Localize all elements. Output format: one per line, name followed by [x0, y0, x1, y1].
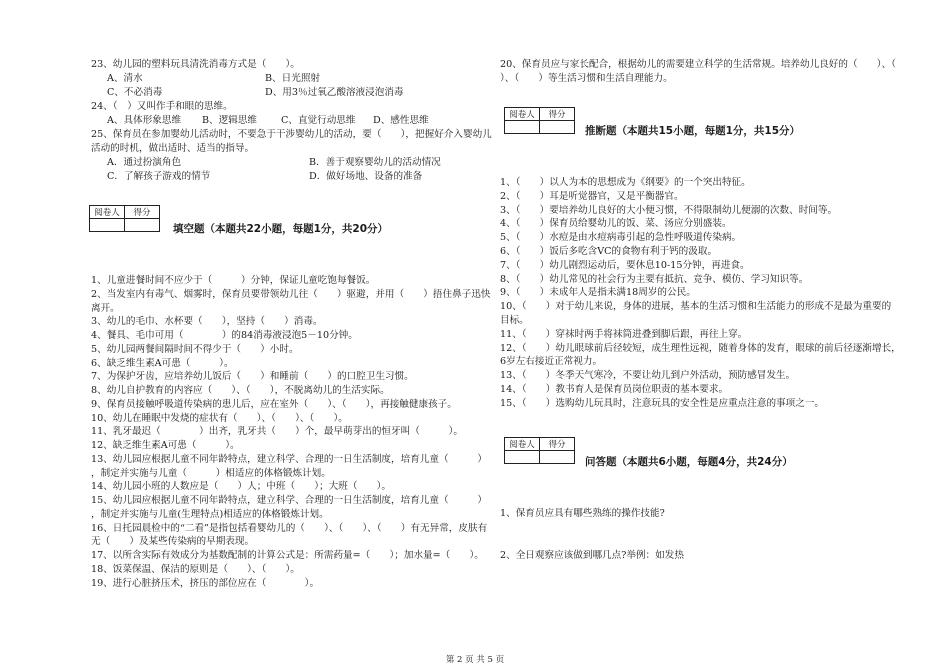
- score-cell-points[interactable]: [540, 451, 575, 464]
- q23-option-a: A、清水: [107, 73, 143, 84]
- list-item: 6、缺乏维生素A可患（ ）。: [91, 357, 234, 369]
- list-item: 8、幼儿自护教育的内容应（ ）、（ ），不脱离幼儿的生活实际。: [91, 385, 390, 396]
- list-item: 12、（ ）幼儿眼球前后径较短，成生理性远视，随着身体的发育，眼球的前后径逐渐增长，: [500, 342, 901, 354]
- list-item: 3、幼儿的毛巾、水杯要（ ），坚持（ ）消毒。: [91, 316, 323, 328]
- list-item: 17、以所含实际有效成分为基数配制的计算公式是：所需药量=（ ）；加水量=（ ）。: [91, 550, 484, 561]
- list-item: 6、（ ）饭后多吃含VC的食物有利于钙的汲取。: [500, 246, 718, 257]
- question-24: 24、（ ）又叫作手和眼的思维。: [91, 101, 233, 112]
- q25-option-c: C．了解孩子游戏的情节: [107, 171, 211, 182]
- list-item: 4、餐具、毛巾可用（ ）的84消毒液浸泡5－10分钟。: [91, 330, 358, 341]
- list-item: 离开。: [91, 302, 120, 314]
- q23-option-b: B、日光照射: [265, 73, 321, 84]
- score-label-points: 得分: [125, 206, 160, 219]
- section-title-judge: 推断题（本题共15小题，每题1分，共15分）: [585, 125, 801, 137]
- score-cell-grader[interactable]: [505, 451, 540, 464]
- list-item: 5、幼儿园两餐间隔时间不得少于（ ）小时。: [91, 343, 299, 355]
- question-20-line-2: ）、（ ）等生活习惯和生活自理能力。: [500, 73, 673, 84]
- list-item: 5、（ ）水痘是由水痘病毒引起的急性呼吸道传染病。: [500, 232, 742, 244]
- qa-question-1: 1、保育员应具有哪些熟练的操作技能?: [500, 508, 665, 519]
- question-20-line-1: 20、保育员应与家长配合，根据幼儿的需要建立科学的生活常规。培养幼儿良好的（ ）、（: [500, 59, 896, 70]
- list-item: 15、幼儿园应根据儿童不同年龄特点，建立科学、合理的一日生活制度，培育儿童（ ）: [91, 495, 487, 506]
- score-cell-grader[interactable]: [505, 121, 540, 134]
- section-title-qa: 问答题（本题共6小题，每题4分，共24分）: [585, 456, 793, 468]
- score-cell-points[interactable]: [125, 219, 160, 232]
- section-title-fill: 填空题（本题共22小题，每题1分，共20分）: [173, 223, 389, 235]
- q24-option-d: D、感性思维: [373, 115, 429, 126]
- list-item: 13、幼儿园应根据儿童不同年龄特点，建立科学、合理的一日生活制度，培育儿童（ ）: [91, 453, 487, 465]
- list-item: 16、日托园晨检中的“二看”是指包括看婴幼儿的（ ）、（ ）、（ ）有无异常，皮肤有: [91, 522, 488, 534]
- list-item: 8、（ ）幼儿常见的社会行为主要有抵抗、竞争、模仿、学习知识等。: [500, 273, 809, 285]
- q23-option-c: C、不必消毒: [107, 87, 163, 98]
- question-25-line-2: 活动的时机，做出适时、适当的指导。: [91, 143, 255, 154]
- q24-option-b: B、逻辑思维: [202, 115, 258, 126]
- score-box-judge: [504, 107, 575, 134]
- q24-option-a: A、具体形象思维: [107, 115, 182, 126]
- q25-option-a: A．通过扮演角色: [107, 157, 182, 168]
- score-label-points: 得分: [540, 108, 575, 121]
- list-item: 14、（ ）教书育人是保育员岗位职责的基本要求。: [500, 384, 729, 395]
- list-item: 2、（ ）耳是听觉器官，又是平衡器官。: [500, 190, 684, 202]
- score-label-points: 得分: [540, 438, 575, 451]
- list-item: 10、（ ）对于幼儿来说，身体的进展，基本的生活习惯和生活能力的形成不是最为重要的: [500, 301, 892, 313]
- page-footer: 第 2 页 共 5 页: [445, 655, 505, 665]
- list-item: 14、幼儿园小班的人数应是（ ）人；中班（ ）；大班（ ）。: [91, 481, 392, 493]
- list-item: 11、乳牙最迟（ ）出齐，乳牙共（ ）个，最早萌芽出的恒牙叫（ ）。: [91, 426, 463, 438]
- list-item: 1、（ ）以人为本的思想成为《纲要》的一个突出特征。: [500, 177, 751, 188]
- score-label-grader: 阅卷人: [505, 438, 540, 451]
- score-cell-points[interactable]: [540, 121, 575, 134]
- question-25-line-1: 25、保育员在参加婴幼儿活动时，不要急于干涉婴幼儿的活动，要（ ），把握好介入婴幼儿: [91, 129, 492, 140]
- score-box-qa: [504, 437, 575, 464]
- list-item: 4、（ ）保育员给婴幼儿的饭、菜、汤应分别盛装。: [500, 218, 732, 230]
- list-item: ，制定并实施与儿童（ ）相适应的体格锻炼计划。: [91, 467, 331, 479]
- score-box-fill: [89, 205, 160, 232]
- list-item: 12、缺乏维生素A可患（ ）。: [91, 440, 240, 451]
- list-item: 目标。: [500, 315, 529, 326]
- q23-option-d: D、用3％过氧乙酸溶液浸泡消毒: [265, 87, 404, 98]
- list-item: 9、保育员接触呼吸道传染病的患儿后，应在室外（ ）、（ ），再接触健康孩子。: [91, 398, 457, 410]
- list-item: 2、当发室内有毒气、烟雾时，保育员要带领幼儿往（ ）驱避，并用（ ）捂住鼻子迅快: [91, 288, 491, 300]
- list-item: 无（ ）及某些传染病的早期表现。: [91, 536, 255, 548]
- score-label-grader: 阅卷人: [505, 108, 540, 121]
- list-item: 1、儿童进餐时间不应少于（ ）分钟，保证儿童吃饱每餐饭。: [91, 275, 376, 286]
- score-cell-grader[interactable]: [90, 219, 125, 232]
- q24-option-c: C、直觉行动思维: [281, 115, 356, 126]
- qa-question-2: 2、全日观察应该做到哪几点?举例：如发热: [500, 550, 684, 561]
- list-item: 7、（ ）幼儿剧烈运动后，要休息10-15分钟，再进食。: [500, 259, 750, 271]
- list-item: 7、为保护牙齿，应培养幼儿饭后（ ）和睡前（ ）的口腔卫生习惯。: [91, 371, 414, 383]
- list-item: 9、（ ）未成年人是指未满18周岁的公民。: [500, 287, 696, 299]
- list-item: ，制定并实施与儿童(生理特点)相适应的体格锻炼计划。: [91, 508, 329, 520]
- list-item: 15、（ ）选购幼儿玩具时，注意玩具的安全性是应重点注意的事项之一。: [500, 397, 825, 409]
- list-item: 19、进行心脏挤压术，挤压的部位应在（ ）。: [91, 577, 320, 589]
- list-item: 3、（ ）要培养幼儿良好的大小便习惯，不得限制幼儿便溺的次数、时间等。: [500, 204, 838, 216]
- list-item: 13、（ ）冬季天气寒冷，不要让幼儿到户外活动，预防感冒发生。: [500, 370, 796, 382]
- q25-option-b: B．善于观察婴幼儿的活动情况: [309, 157, 441, 168]
- q25-option-d: D．做好场地、设备的准备: [309, 171, 423, 182]
- score-label-grader: 阅卷人: [90, 206, 125, 219]
- question-23: 23、幼儿园的塑料玩具清洗消毒方式是（ ）。: [91, 59, 300, 70]
- list-item: 6岁左右接近正常视力。: [500, 356, 603, 368]
- list-item: 18、饭菜保温、保洁的原则是（ ）、（ ）。: [91, 563, 300, 575]
- list-item: 11、（ ）穿袜时两手将袜筒进叠到脚后跟，再往上穿。: [500, 328, 748, 340]
- list-item: 10、幼儿在睡眠中发烧的症状有（ ）、（ ）、（ ）。: [91, 412, 348, 424]
